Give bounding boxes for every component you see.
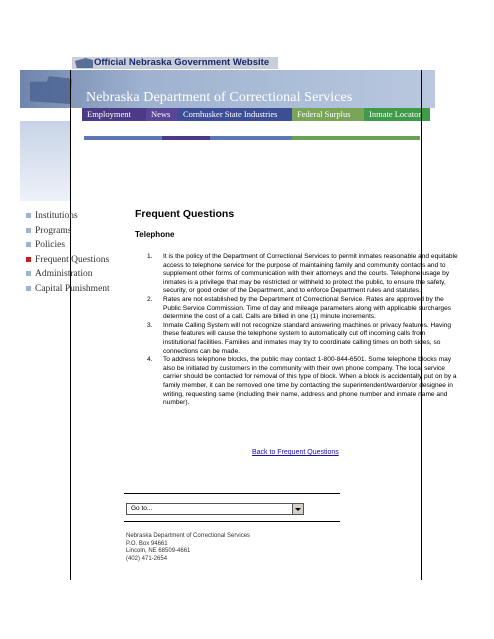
side-decor-panel	[20, 121, 70, 201]
back-to-frequent-questions-link[interactable]: Back to Frequent Questions	[252, 449, 339, 456]
bullet-square-icon	[26, 228, 31, 233]
faq-item: 3. Inmate Calling System will not recognize standard answering machines or privacy features. Having these features will cause the telephone system to automatically cut off incoming calls from institutional facilities. Families and inmates may try to coordinate calling times on both sides, so connections can be made.	[147, 321, 452, 355]
faq-item: 4. To address telephone blocks, the public may contact 1-800-844-6501. Some telephone blocks may also be initiated by customers in the community with their own phone company. The local service carrier should be contacted for removal of this type of block. When a block is accidentally put on by a family member, it can be removed one time by contacting the superintendent/warden/or designee in writing, requesting same (including their name, address and phone number and inmate name and number).	[147, 356, 457, 407]
site-title: Nebraska Department of Correctional Services	[86, 90, 353, 105]
active-bullet-icon	[26, 257, 31, 262]
divider-bar-purple	[162, 136, 210, 140]
nav-cornhusker-state-industries[interactable]: Cornhusker State Industries	[178, 108, 292, 121]
left-nav	[26, 209, 110, 297]
left-nav-item-policies[interactable]: Policies	[26, 238, 110, 253]
official-gov-banner[interactable]	[72, 57, 278, 69]
bullet-square-icon	[26, 286, 31, 291]
footer-address	[126, 533, 250, 563]
nav-federal-surplus[interactable]: Federal Surplus	[292, 108, 364, 121]
footer-phone: (402) 471-2654	[126, 555, 168, 562]
footer-po-box: P.O. Box 94661	[126, 540, 168, 547]
bullet-square-icon	[26, 242, 31, 247]
left-nav-item-institutions[interactable]: Institutions	[26, 209, 110, 224]
goto-select-value: Go to...	[131, 505, 153, 512]
left-nav-item-frequent-questions[interactable]: Frequent Questions	[26, 253, 110, 268]
goto-select[interactable]	[126, 503, 304, 515]
color-divider-bars	[70, 136, 420, 140]
footer-top-rule	[124, 493, 340, 494]
divider-bar-blue-2	[210, 136, 292, 140]
bullet-square-icon	[26, 271, 31, 276]
left-nav-item-programs[interactable]: Programs	[26, 224, 110, 239]
nav-news[interactable]: News	[146, 108, 178, 121]
bullet-square-icon	[26, 213, 31, 218]
nebraska-flag-icon	[75, 58, 93, 68]
official-gov-banner-text: Official Nebraska Government Website	[94, 57, 270, 68]
faq-item: 1. It is the policy of the Department of Correctional Services to permit inmates reasonable and equitable access to telephone service for the purpose of maintaining family and community contacts and to supplement other forms of communication with their attorneys and the courts. Telephone usage by inmates is a privilege that may be restricted or withheld to protect the public, to ensure the safety, security, or good order of the Department, and to enforce Department rules and statutes.	[147, 253, 458, 295]
section-title: Telephone	[135, 230, 175, 239]
footer-city: Lincoln, NE 68509-4661	[126, 548, 191, 555]
left-nav-item-administration[interactable]: Administration	[26, 267, 110, 282]
faq-list	[147, 253, 460, 408]
faq-item: 2. Rates are not established by the Department of Correctional Service. Rates are approved by the Public Service Commission. Time of day and mileage parameters along with applicable surcharges determine the cost of a call. Calls are billed in one (1) minute increments.	[147, 295, 452, 321]
left-vertical-rule	[70, 70, 71, 580]
divider-bar-green	[292, 136, 420, 140]
page-title: Frequent Questions	[135, 208, 235, 220]
left-nav-item-capital-punishment[interactable]: Capital Punishment	[26, 282, 110, 297]
footer-bottom-rule	[124, 521, 340, 522]
divider-bar-blue	[84, 136, 162, 140]
chevron-down-icon[interactable]	[292, 504, 303, 514]
top-nav	[82, 108, 430, 121]
footer-org: Nebraska Department of Correctional Services	[126, 533, 251, 539]
nav-employment[interactable]: Employment	[82, 108, 146, 121]
nav-inmate-locator[interactable]: Inmate Locator	[364, 108, 430, 121]
